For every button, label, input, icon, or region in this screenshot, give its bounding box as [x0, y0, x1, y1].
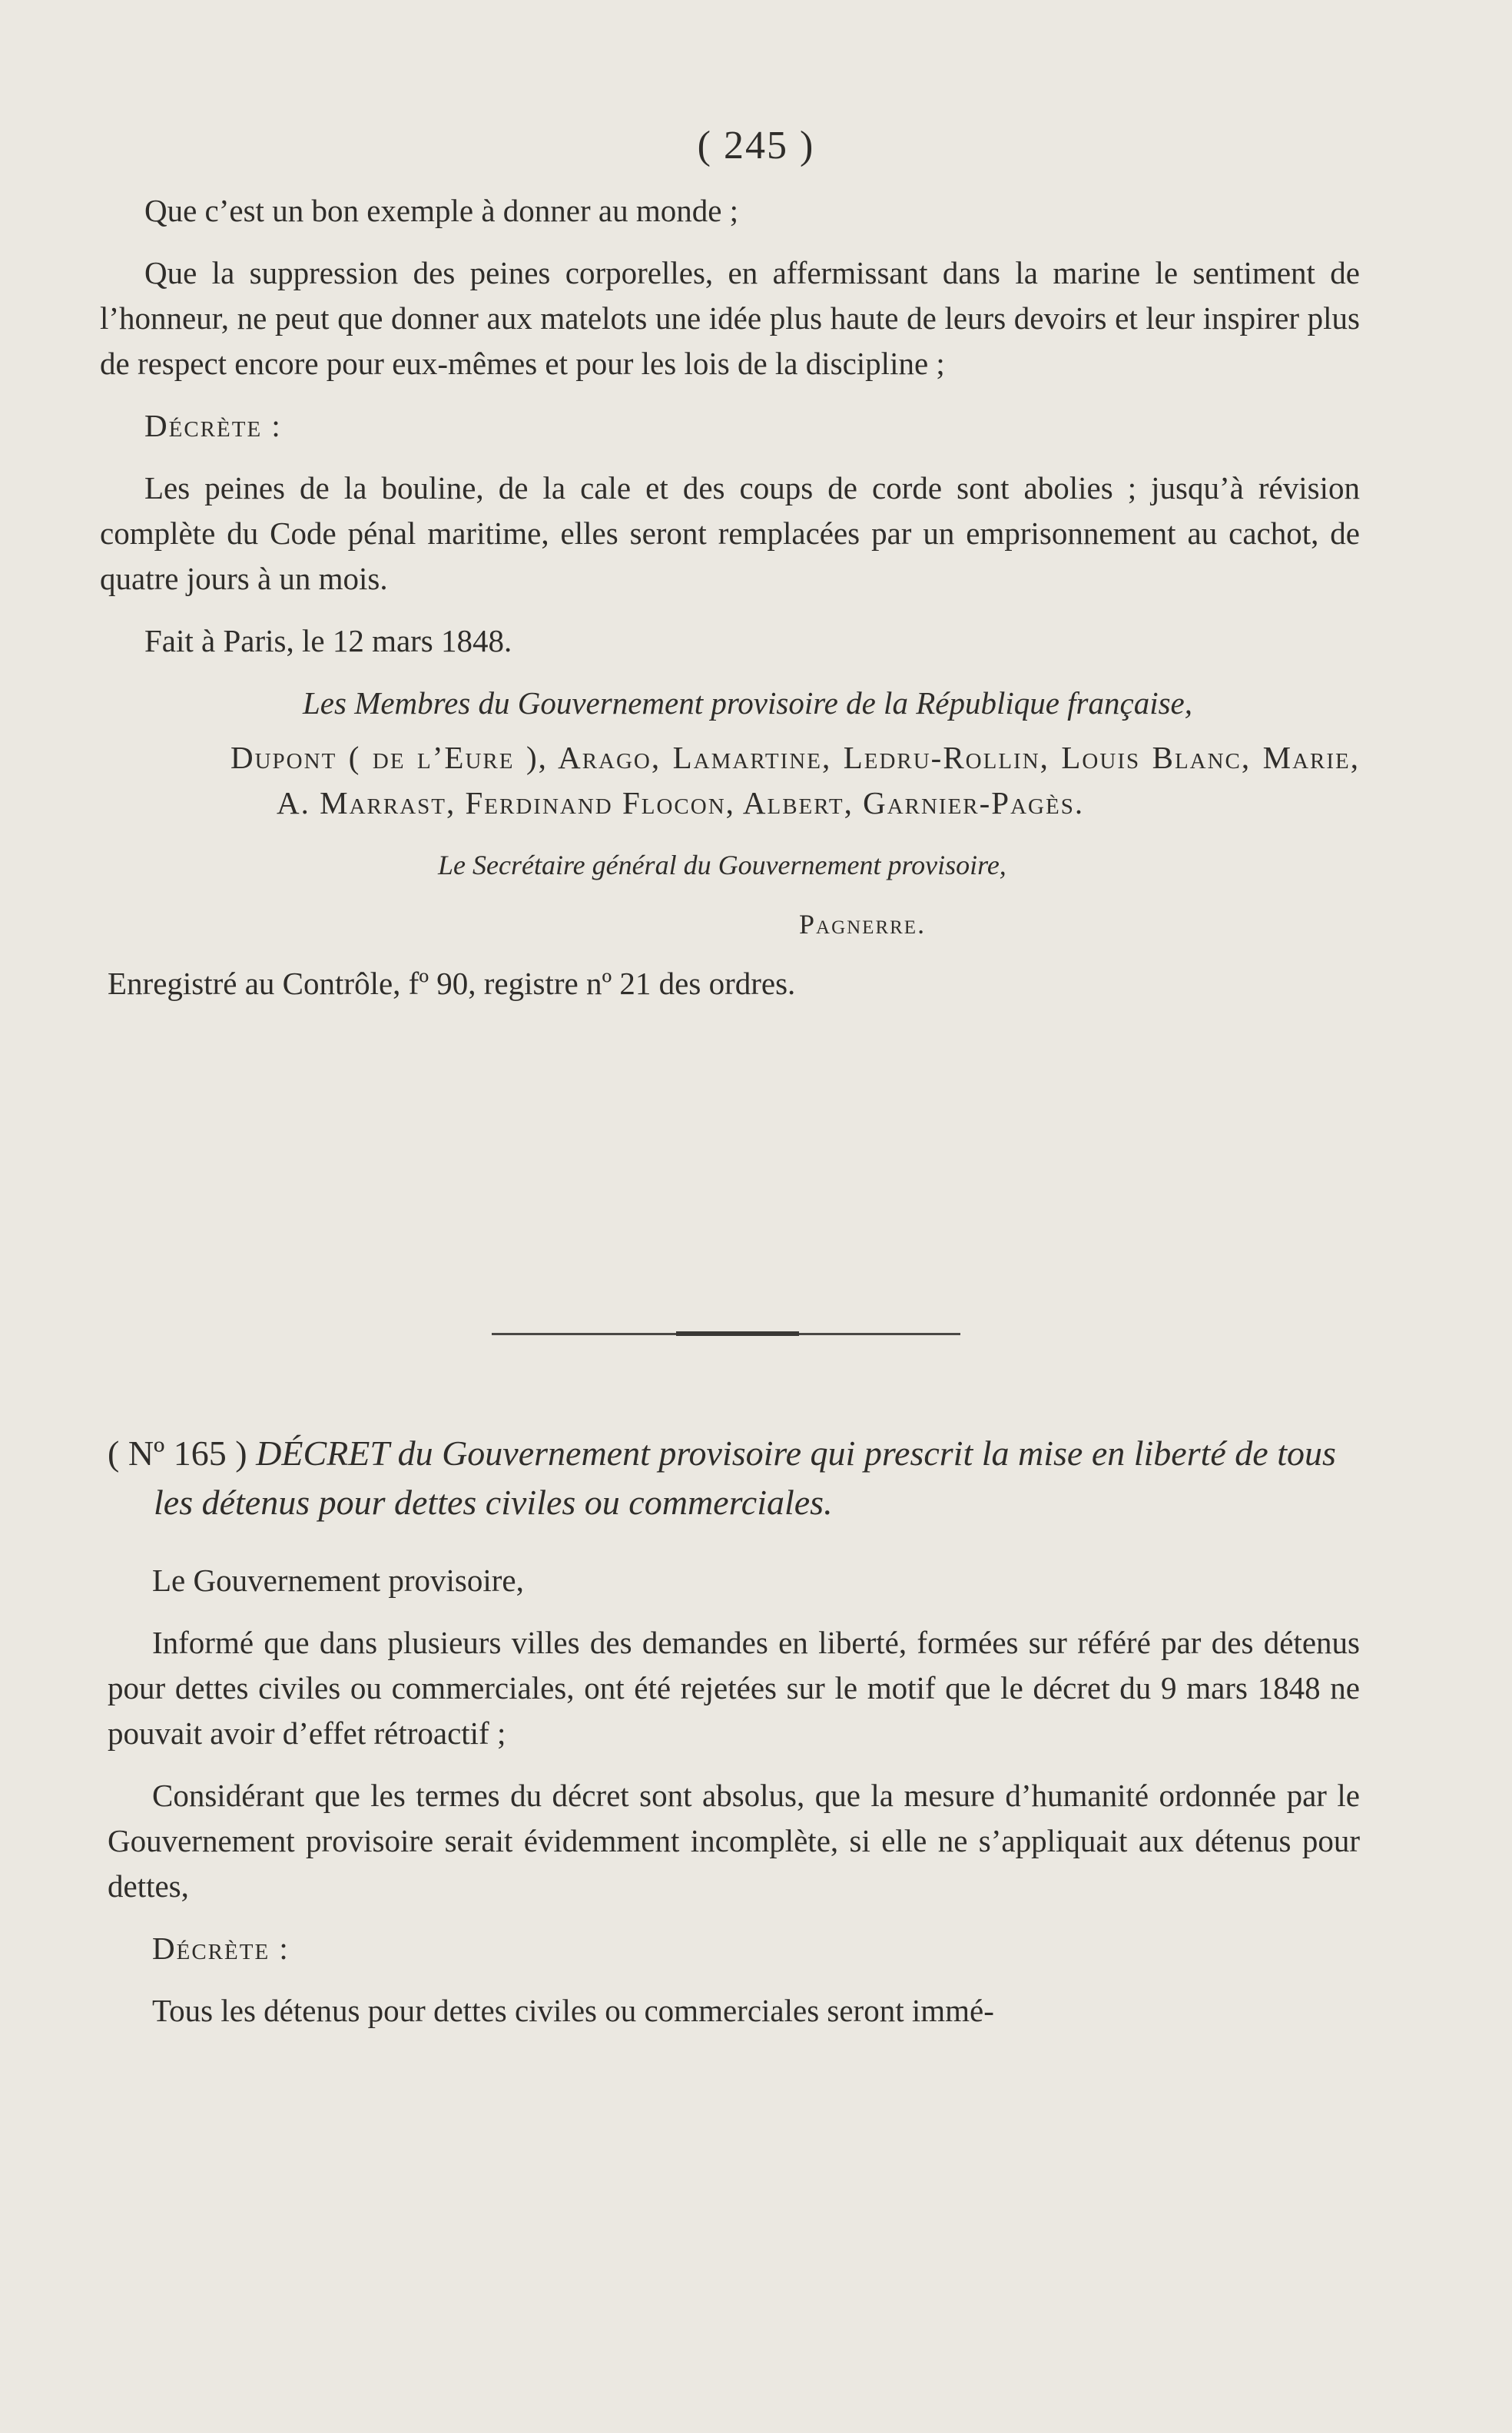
section-divider [492, 1333, 960, 1335]
paragraph-exemple: Que c’est un bon exemple à donner au monde ; [144, 193, 739, 228]
decrete-heading: Décrète : [144, 408, 282, 443]
paragraph-informe: Informé que dans plusieurs villes des demandes en liberté, formées sur référé par des détenus pour dettes civiles ou commerciales, ont été rejetées sur le motif que le décret du 9 mars 1848 ne pouvait avoir d’effet rétroactif ; [108, 1625, 1360, 1751]
membres-line: Les Membres du Gouvernement provisoire de la République française, [303, 685, 1193, 721]
signatories: Dupont ( de l’Eure ), Arago, Lamartine, Ledru-Rollin, Louis Blanc, Marie, A. Marrast, Ferdinand Flocon, Albert, Garnier-Pagès. [230, 740, 1360, 820]
paragraph-considerant: Considérant que les termes du décret sont absolus, que la mesure d’humanité ordonnée par le Gouvernement provisoire serait évidemment incomplète, si elle ne s’appliquait aux détenus pour dettes, [108, 1778, 1360, 1904]
decree-title: DÉCRET du Gouvernement provisoire qui prescrit la mise en liberté de tous les détenus pour dettes civiles ou commerciales. [154, 1434, 1336, 1522]
paragraph-suppression: Que la suppression des peines corporelles, en affermissant dans la marine le sentiment de l’honneur, ne peut que donner aux matelots une idée plus haute de leurs devoirs et leur inspirer plus de respect encore pour eux-mêmes et pour les lois de la discipline ; [100, 255, 1360, 381]
decree-number: ( Nº 165 ) [108, 1434, 247, 1473]
pagnerre-signature: Pagnerre. [799, 909, 927, 940]
enregistre-line: Enregistré au Contrôle, fº 90, registre nº 21 des ordres. [108, 966, 796, 1001]
text-block-bottom [108, 1429, 1360, 2034]
paragraph-peines: Les peines de la bouline, de la cale et des coups de corde sont abolies ; jusqu’à révision complète du Code pénal maritime, elles seront remplacées par un emprisonnement au cachot, de quatre jours à un mois. [100, 470, 1360, 596]
decree-heading [108, 1429, 1360, 1527]
fait-a-paris: Fait à Paris, le 12 mars 1848. [144, 623, 512, 658]
gouvernement-line: Le Gouvernement provisoire, [152, 1563, 524, 1598]
decrete-heading-2: Décrète : [152, 1931, 290, 1966]
secretaire-line: Le Secrétaire général du Gouvernement provisoire, [438, 850, 1006, 880]
page-number: ( 245 ) [697, 124, 815, 167]
text-block-top [100, 188, 1360, 1006]
paragraph-detenus: Tous les détenus pour dettes civiles ou commerciales seront immé- [152, 1993, 994, 2028]
